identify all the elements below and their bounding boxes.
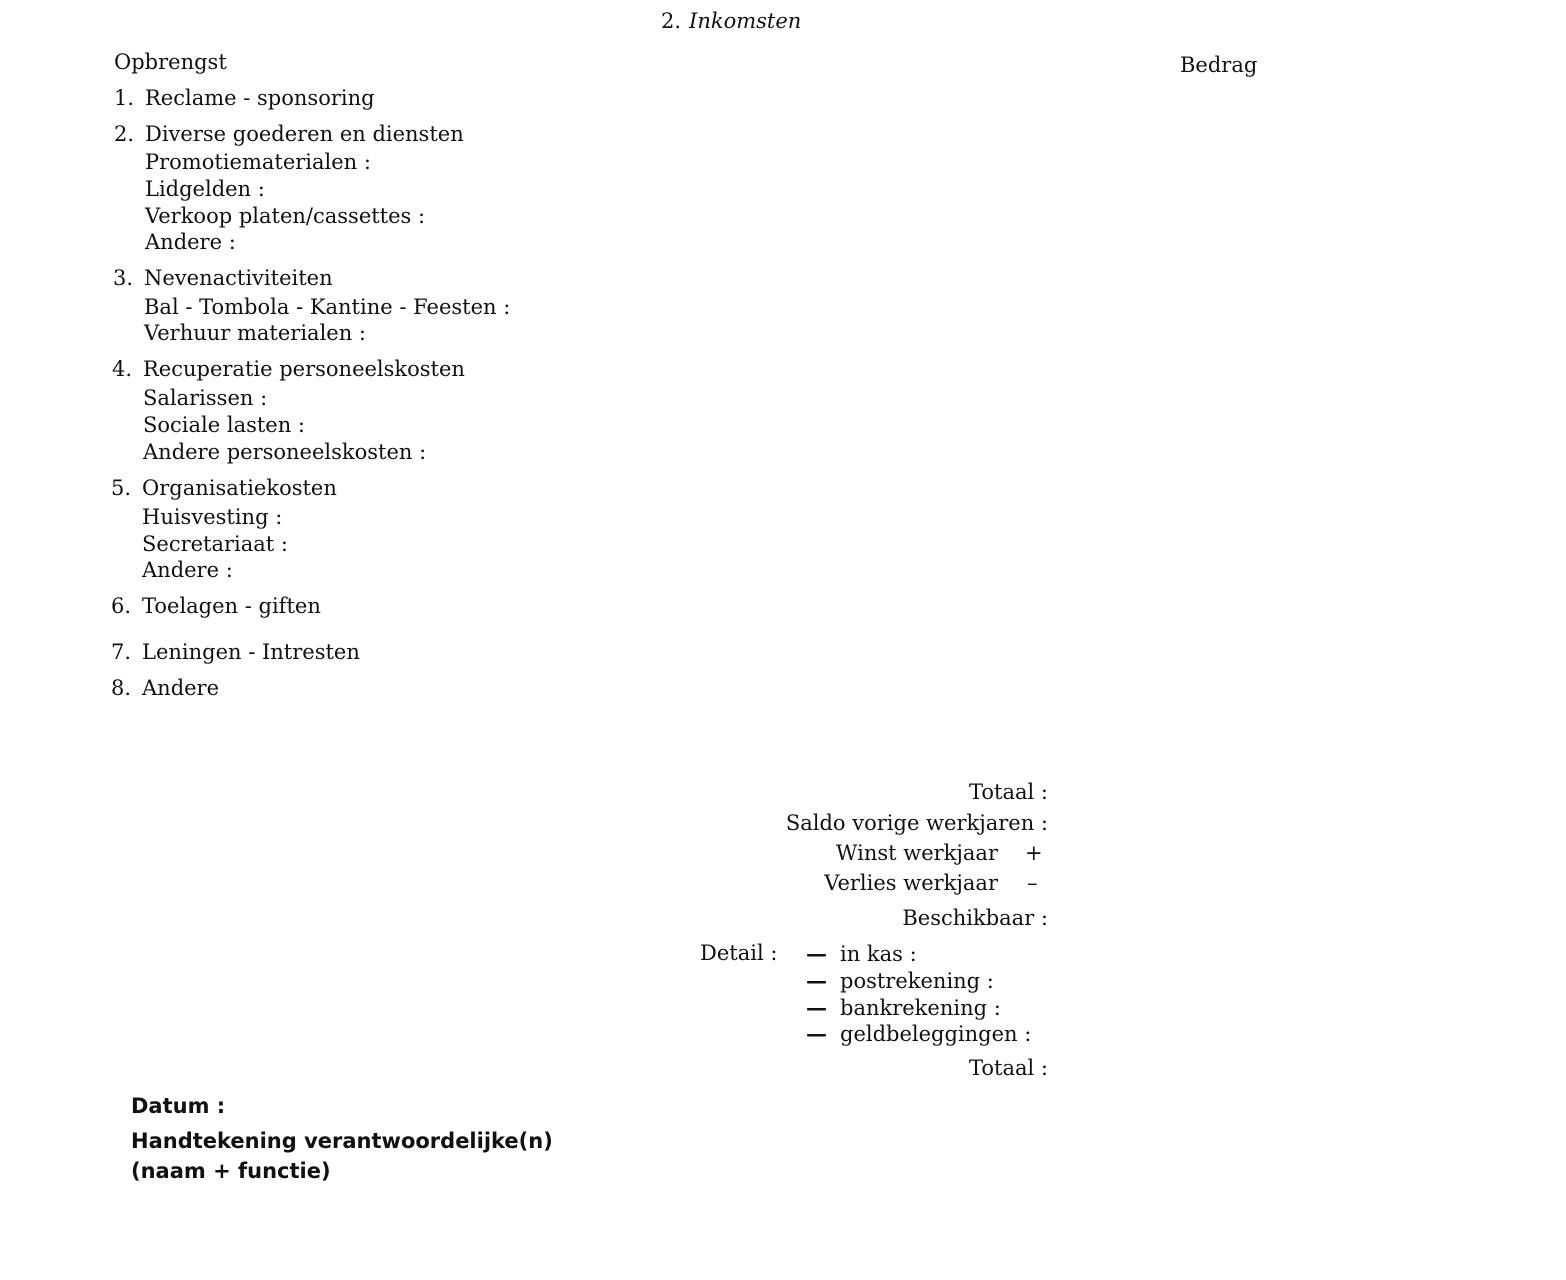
sub-item: Verkoop platen/cassettes : <box>145 204 426 228</box>
dash: — <box>806 995 827 1020</box>
sub-item: Sociale lasten : <box>143 413 306 437</box>
sub-item: Bal - Tombola - Kantine - Feesten : <box>144 295 511 319</box>
item-number: 6. <box>111 594 132 618</box>
item-label: Nevenactiviteiten <box>144 266 333 290</box>
detail-line-bankrekening <box>806 994 1001 1022</box>
section-number: 2. <box>661 9 682 33</box>
verlies-werkjaar-label: Verlies werkjaar <box>824 871 998 895</box>
item-number: 5. <box>111 476 132 500</box>
dash: — <box>806 968 827 993</box>
sub-item: Andere : <box>142 558 233 582</box>
item-number: 3. <box>113 266 134 290</box>
detail-line-in-kas <box>806 940 917 968</box>
item-number: 1. <box>114 86 135 110</box>
sub-item: Andere : <box>145 230 236 254</box>
item-label: Leningen - Intresten <box>142 640 360 664</box>
item-label: Reclame - sponsoring <box>145 86 375 110</box>
list-item <box>113 265 333 291</box>
item-number: 4. <box>112 357 133 381</box>
dash: — <box>806 941 827 966</box>
column-header-bedrag: Bedrag <box>1180 53 1258 77</box>
section-title <box>661 9 801 33</box>
item-number: 2. <box>114 122 135 146</box>
sub-item: Lidgelden : <box>145 177 265 201</box>
item-number: 7. <box>111 640 132 664</box>
beschikbaar-label: Beschikbaar : <box>902 906 1048 930</box>
detail-label: Detail : <box>700 941 778 965</box>
handtekening-label: Handtekening verantwoordelijke(n) <box>131 1129 553 1153</box>
list-item <box>114 85 375 111</box>
list-item <box>111 475 337 501</box>
item-number: 8. <box>111 676 132 700</box>
detail-line-label: postrekening : <box>840 969 994 993</box>
detail-line-postrekening <box>806 967 994 995</box>
item-label: Organisatiekosten <box>142 476 337 500</box>
item-label: Andere <box>142 676 220 700</box>
list-item <box>111 675 219 701</box>
list-item <box>112 356 465 382</box>
detail-line-geldbeleggingen <box>806 1020 1031 1048</box>
list-item <box>114 121 464 147</box>
winst-werkjaar-label: Winst werkjaar <box>835 841 998 865</box>
detail-line-label: bankrekening : <box>840 996 1001 1020</box>
sub-item: Andere personeelskosten : <box>143 440 427 464</box>
item-label: Toelagen - giften <box>142 594 321 618</box>
detail-totaal-label: Totaal : <box>969 1056 1048 1080</box>
detail-line-label: in kas : <box>840 942 917 966</box>
plus-sign: + <box>1025 841 1043 865</box>
section-name: Inkomsten <box>689 9 802 33</box>
item-label: Recuperatie personeelskosten <box>143 357 465 381</box>
sub-item: Secretariaat : <box>142 532 288 556</box>
sub-item: Salarissen : <box>143 386 268 410</box>
dash: — <box>806 1021 827 1046</box>
naam-functie-label: (naam + functie) <box>131 1159 331 1183</box>
datum-label: Datum : <box>131 1094 226 1118</box>
detail-line-label: geldbeleggingen : <box>840 1022 1032 1046</box>
sub-item: Verhuur materialen : <box>144 321 366 345</box>
column-header-opbrengst: Opbrengst <box>114 50 227 74</box>
sub-item: Huisvesting : <box>142 505 283 529</box>
item-label: Diverse goederen en diensten <box>145 122 464 146</box>
list-item <box>111 593 321 619</box>
saldo-vorige-werkjaren-label: Saldo vorige werkjaren : <box>785 811 1048 835</box>
totaal-label: Totaal : <box>969 780 1048 804</box>
list-item <box>111 639 360 665</box>
minus-sign: – <box>1027 871 1038 895</box>
sub-item: Promotiematerialen : <box>145 150 371 174</box>
